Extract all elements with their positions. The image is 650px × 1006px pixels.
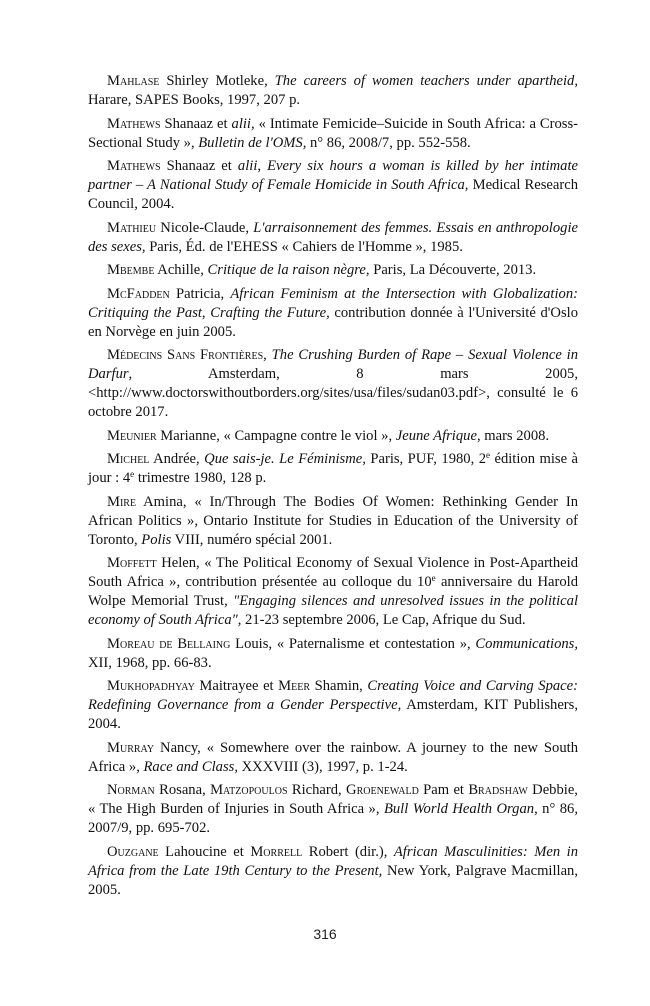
entry-text: Nicole-Claude,	[156, 219, 254, 236]
author-name: Michel	[107, 451, 150, 467]
author-name: Murray	[107, 739, 155, 756]
work-title: Every six hours a woman is killed by her intimate partner – A National Study of Female Homicide in South Africa,	[88, 158, 578, 193]
entry-text: Louis, « Paternalisme et contestation »,	[230, 635, 476, 652]
entry-text: Shirley Motleke,	[159, 73, 275, 89]
entry-text: Shanaaz et	[160, 158, 238, 174]
author-name: Groenewald	[346, 782, 419, 798]
bibliography-entry	[88, 72, 578, 110]
work-title: Communications,	[475, 635, 578, 652]
entry-text: Lahoucine et	[158, 843, 251, 860]
entry-text: Pam et	[418, 782, 469, 798]
work-title: alii	[231, 115, 251, 132]
bibliography-list	[88, 72, 578, 904]
bibliography-entry	[88, 285, 578, 342]
author-name: Moffett	[107, 555, 157, 571]
entry-text: contribution donnée à l'Université d'Oslo en Norvège en juin 2005.	[88, 304, 578, 340]
entry-text: , n° 86, 2007/9, pp. 695-702.	[88, 801, 578, 836]
entry-text: 21-23 septembre 2006, Le Cap, Afrique du Sud.	[241, 612, 526, 628]
entry-text: Andrée,	[149, 451, 205, 467]
entry-text: Paris, La Découverte, 2013.	[369, 262, 537, 278]
author-name: McFadden	[107, 285, 170, 302]
work-title: Que sais-je. Le Féminisme,	[204, 451, 366, 467]
entry-text: Shamin,	[310, 678, 368, 694]
author-name: Mathews	[107, 115, 161, 132]
entry-text: , Harare, SAPES Books, 1997, 207 p.	[88, 73, 578, 108]
work-title: African Masculinities: Men in Africa from the Late 19th Century to the Present,	[88, 843, 578, 879]
author-name: Mbembe	[107, 262, 155, 278]
work-title: The careers of women teachers under apartheid	[274, 73, 575, 89]
bibliography-entry	[88, 843, 578, 900]
entry-text: édition mise à jour : 4	[88, 451, 578, 486]
bibliography-entry	[88, 219, 578, 257]
author-name: Mahlase	[107, 73, 160, 89]
entry-text: Achille,	[154, 262, 208, 278]
entry-text: XII, 1968, pp. 66-83.	[88, 654, 212, 671]
work-title: Bulletin de l'OMS,	[198, 134, 307, 151]
page-number: 316	[313, 926, 337, 942]
bibliography-entry	[88, 739, 578, 777]
author-name: Mire	[107, 493, 137, 510]
bibliography-entry	[88, 261, 578, 280]
entry-text: Nancy, « Somewhere over the rainbow. A journey to the new South Africa »,	[88, 739, 578, 775]
entry-text: Shanaaz et	[160, 115, 232, 132]
entry-text: , mars 2008.	[476, 427, 550, 444]
bibliography-entry	[88, 115, 578, 153]
entry-text: VIII, numéro spécial 2001.	[171, 531, 333, 548]
author-name: Morrell	[250, 843, 303, 860]
author-name: Meer	[278, 678, 311, 694]
work-title: Jeune Afrique	[395, 427, 477, 444]
author-name: Mathews	[107, 158, 161, 174]
author-name: Moreau de Bellaing	[107, 635, 231, 652]
bibliography-entry	[88, 450, 578, 488]
work-title: alii	[237, 158, 258, 174]
ordinal-suffix: e	[431, 573, 436, 584]
entry-text: Rosana,	[154, 782, 211, 798]
entry-text: trimestre 1980, 128 p.	[134, 470, 267, 486]
entry-text: ,	[257, 158, 268, 174]
author-name: Mukhopadhyay	[107, 678, 195, 694]
entry-text: anniversaire du Harold Wolpe Memorial Trust,	[88, 574, 579, 609]
work-title: African Feminism at the Intersection with Globalization: Critiquing the Past, Crafting the Future,	[88, 285, 578, 321]
ordinal-suffix: e	[130, 469, 135, 480]
entry-text: , « Intimate Femicide–Suicide in South Africa: a Cross-Sectional Study »,	[88, 115, 578, 151]
entry-text: Marianne, « Campagne contre le viol »,	[156, 427, 396, 444]
work-title: Creating Voice and Carving Space: Redefining Governance from a Gender Perspective	[88, 678, 578, 713]
author-name: Médecins Sans Frontières	[107, 347, 264, 363]
bibliography-entry	[88, 427, 578, 446]
author-name: Meunier	[107, 427, 157, 444]
bibliography-entry	[88, 157, 578, 214]
entry-text: , XXXVIII (3), 1997, p. 1-24.	[234, 758, 408, 775]
entry-text: ,	[263, 347, 272, 363]
author-name: Matzopoulos	[210, 782, 288, 798]
entry-text: Patricia,	[169, 285, 231, 302]
entry-text: Paris, PUF, 1980, 2	[365, 451, 486, 467]
author-name: Mathieu	[107, 219, 157, 236]
work-title: The Crushing Burden of Rape – Sexual Violence in Darfur	[88, 347, 579, 382]
author-name: Ouzgane	[107, 843, 159, 860]
work-title: Polis	[141, 531, 172, 548]
bibliography-entry	[88, 677, 578, 734]
entry-text: n° 86, 2008/7, pp. 552-558.	[306, 134, 471, 151]
author-name: Norman	[107, 782, 155, 798]
work-title: Bull World Health Organ	[383, 801, 535, 817]
entry-text: New York, Palgrave Macmillan, 2005.	[88, 862, 579, 898]
entry-text: , Amsterdam, 8 mars 2005, <http://www.doctorswithoutborders.org/sites/usa/files/sudan03.pdf>, consulté le 6 octobre 2017.	[88, 366, 578, 420]
bibliography-entry	[88, 781, 578, 838]
work-title: L'arraisonnement des femmes. Essais en anthropologie des sexes,	[88, 219, 578, 255]
bibliography-entry	[88, 635, 578, 673]
author-name: Bradshaw	[468, 782, 528, 798]
entry-text: , Amsterdam, KIT Publishers, 2004.	[88, 697, 578, 732]
entry-text: Amina, « In/Through The Bodies Of Women: Rethinking Gender In African Politics », Ontario Institute for Studies in Education of the University of Toronto,	[88, 493, 578, 548]
bibliography-entry	[88, 554, 578, 630]
work-title: "Engaging silences and unresolved issues in the political economy of South Africa",	[88, 593, 578, 628]
entry-text: Medical Research Council, 2004.	[88, 177, 578, 212]
entry-text: Helen, « The Political Economy of Sexual Violence in Post-Apartheid South Africa », contribution présentée au colloque du 10	[88, 555, 578, 590]
entry-text: Paris, Éd. de l'EHESS « Cahiers de l'Homme », 1985.	[145, 238, 463, 255]
bibliography-entry	[88, 346, 578, 422]
entry-text: Robert (dir.),	[302, 843, 394, 860]
ordinal-suffix: e	[486, 450, 491, 461]
entry-text: Richard,	[287, 782, 347, 798]
entry-text: Debbie, « The High Burden of Injuries in South Africa »,	[88, 782, 578, 817]
bibliography-entry	[88, 493, 578, 550]
work-title: Race and Class	[143, 758, 235, 775]
work-title: Critique de la raison nègre,	[207, 262, 370, 278]
entry-text: Maitrayee et	[194, 678, 279, 694]
